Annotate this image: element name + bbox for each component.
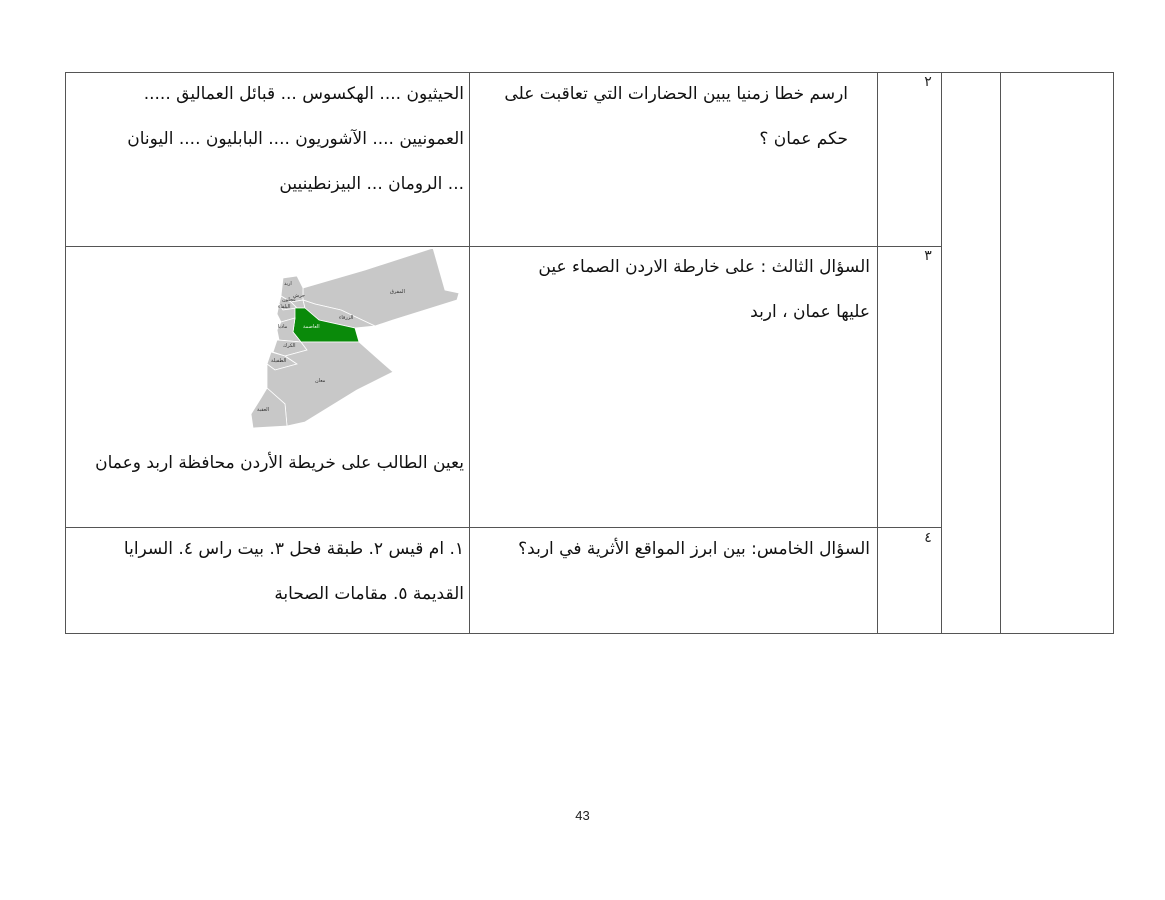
jordan-map xyxy=(245,248,461,432)
answer-line: ... الرومان ... البيزنطينيين xyxy=(279,174,464,194)
map-label: البلقاء xyxy=(278,304,291,310)
map-label: المفرق xyxy=(390,289,405,295)
answer-cell xyxy=(74,72,464,207)
question-cell xyxy=(478,245,870,335)
map-label: اربد xyxy=(284,281,292,287)
answer-line: ١. ام قيس ٢. طبقة فحل ٣. بيت راس ٤. السرايا xyxy=(123,539,464,559)
map-label: العقبة xyxy=(257,407,270,413)
question-line: حكم عمان ؟ xyxy=(759,129,848,149)
map-label: جرش xyxy=(293,293,305,299)
map-label: مادبا xyxy=(278,324,288,330)
divider-question-num xyxy=(877,72,878,634)
answer-line: العمونيين .... الآشوريون .... البابليون .... اليونان xyxy=(127,129,464,149)
question-line: ارسم خطا زمنيا يبين الحضارات التي تعاقبت على xyxy=(504,84,848,104)
table-border-bottom xyxy=(65,633,1114,634)
page-number: 43 xyxy=(575,808,590,823)
question-cell xyxy=(478,527,870,572)
map-label: عجلون xyxy=(282,297,297,303)
table-border-right xyxy=(1113,72,1114,634)
divider-num-col xyxy=(941,72,942,634)
map-label: الزرقاء xyxy=(339,315,354,321)
answer-cell: يعين الطالب على خريطة الأردن محافظة اربد وعمان xyxy=(95,453,464,473)
question-line: السؤال الثالث : على خارطة الاردن الصماء عين xyxy=(538,257,870,277)
answer-line: الحيثيون .... الهكسوس ... قبائل العماليق ..... xyxy=(143,84,464,104)
question-line: عليها عمان ، اربد xyxy=(750,302,870,322)
map-label: الكرك xyxy=(283,343,296,349)
map-label: الطفيلة xyxy=(271,358,287,364)
row-number: ٣ xyxy=(924,248,932,264)
map-label: معان xyxy=(315,378,326,384)
divider-col-col xyxy=(1000,72,1001,634)
divider-answer-question xyxy=(469,72,470,634)
question-cell xyxy=(478,72,848,162)
row-number: ٤ xyxy=(924,530,932,546)
question-line: السؤال الخامس: بين ابرز المواقع الأثرية في اربد؟ xyxy=(518,539,870,559)
row-number: ٢ xyxy=(924,74,932,90)
answer-cell xyxy=(74,527,464,617)
table-border-left xyxy=(65,72,66,634)
map-label: العاصمة xyxy=(303,324,320,330)
answer-line: القديمة ٥. مقامات الصحابة xyxy=(274,584,464,604)
